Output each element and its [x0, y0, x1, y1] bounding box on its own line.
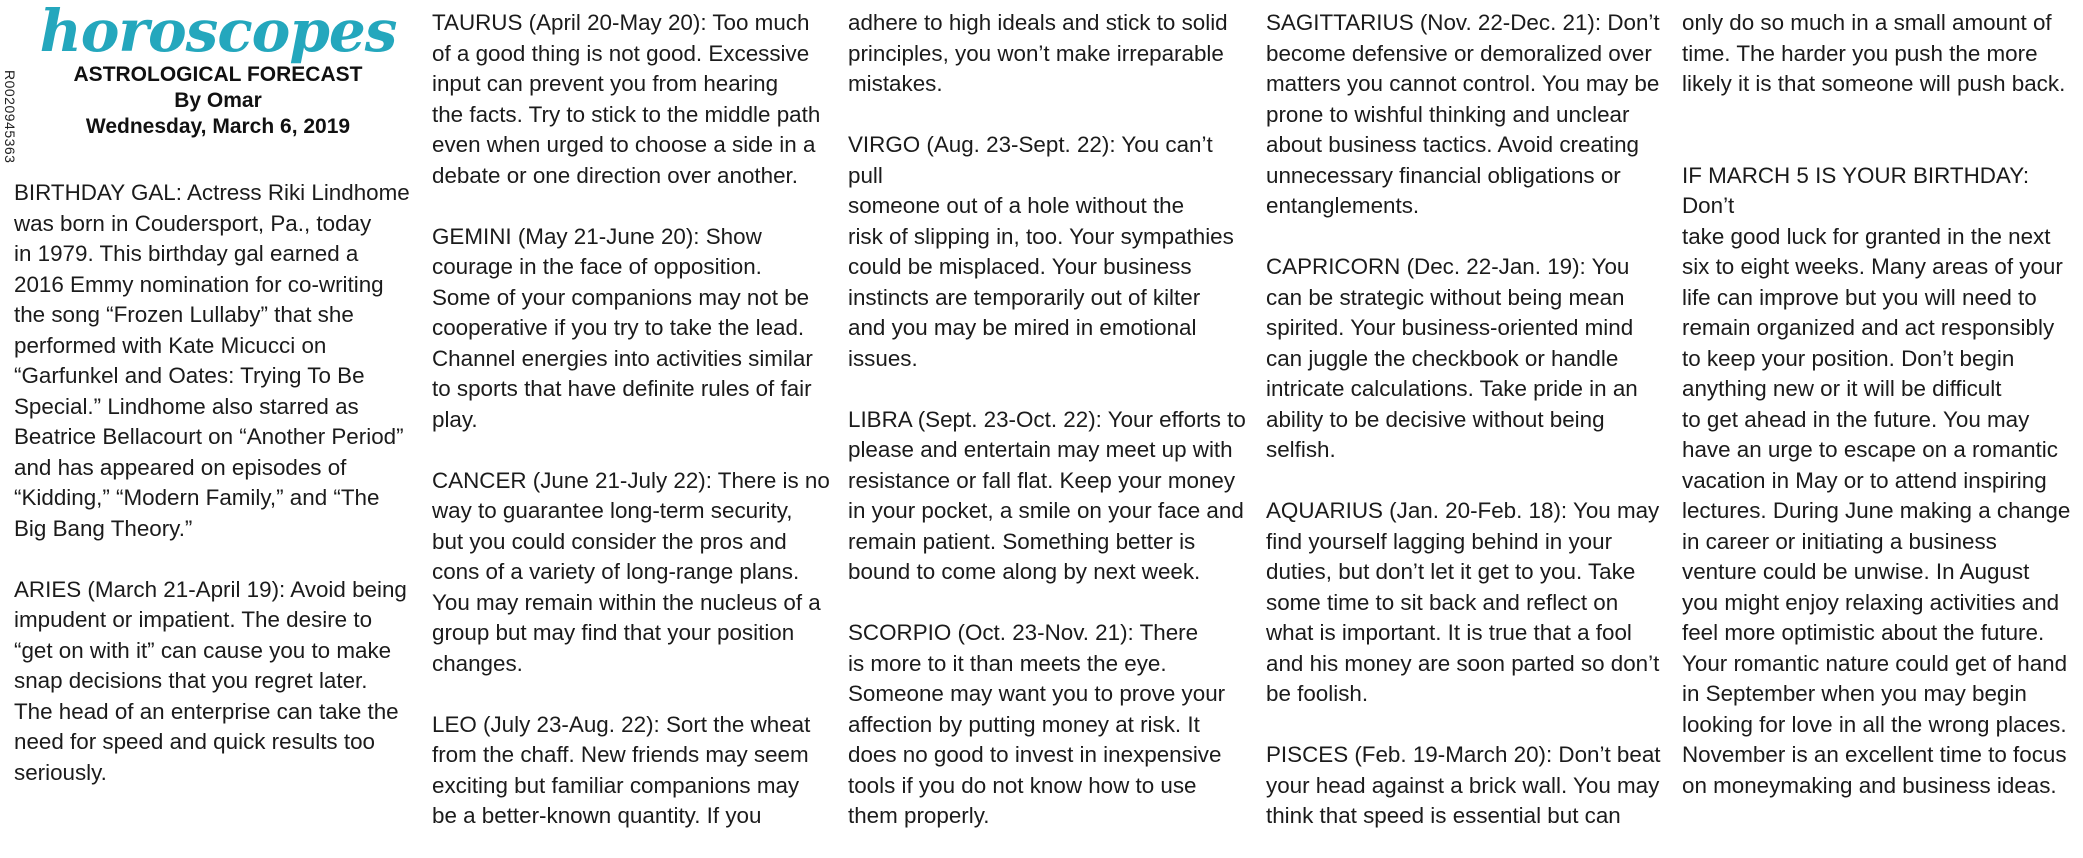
sagittarius-paragraph: SAGITTARIUS (Nov. 22-Dec. 21): Don’t become defensive or demoralized over matters you cannot control. You may be prone to wishful thinking and unclear about business tactics. Avoid creating unnecessary financial obligations or entanglements. — [1266, 10, 1660, 218]
cancer-paragraph: CANCER (June 21-July 22): There is no way to guarantee long-term security, but you could consider the pros and cons of a variety of long-range plans. You may remain within the nucleus of a group but may find that your position changes. — [432, 467, 830, 676]
gemini-paragraph: GEMINI (May 21-June 20): Show courage in the face of opposition. Some of your companions may not be cooperative if you try to take the lead. Channel energies into activities similar to sports that have definite rules of fair play. — [432, 223, 813, 432]
forecast-subtitle: ASTROLOGICAL FORECAST — [73, 63, 363, 86]
libra-paragraph: LIBRA (Sept. 23-Oct. 22): Your efforts to please and entertain may meet up with resistance or fall flat. Keep your money in your pocket, a smile on your face and remain patient. Something better is bound to come along by next week. — [848, 406, 1246, 584]
horoscopes-logo: horoscopes — [39, 0, 397, 65]
aries-paragraph: ARIES (March 21-April 19): Avoid being impudent or impatient. The desire to “get on with it” can cause you to make snap decisions that you regret later. The head of an enterprise can take the need for speed and quick results too seriously. — [14, 576, 407, 785]
ad-code: R0020945363 — [2, 70, 18, 164]
birthday-gal-paragraph: BIRTHDAY GAL: Actress Riki Lindhome was born in Coudersport, Pa., today in 1979. This birthday gal earned a 2016 Emmy nomination for co-writing the song “Frozen Lullaby” that she performed with Kate Micucci on “Garfunkel and Oates: Trying To Be Special.” Lindhome also starred as Beatrice Bellacourt on “Another Period” and has appeared on episodes of “Kidding,” “Modern Family,” and “The Big Bang Theory.” — [14, 180, 410, 541]
virgo-paragraph: VIRGO (Aug. 23-Sept. 22): You can’t pull someone out of a hole without the risk of slipping in, too. Your sympathies could be misplaced. Your business instincts are temporarily out of kilter and you may be mired in emotional issues. — [848, 132, 1234, 371]
masthead — [28, 0, 408, 140]
capricorn-paragraph: CAPRICORN (Dec. 22-Jan. 19): You can be strategic without being mean spirited. Your business-oriented mind can juggle the checkbook or handle intricate calculations. Take pride in an ability to be decisive without being selfish. — [1266, 254, 1638, 462]
column-2 — [432, 8, 837, 832]
taurus-paragraph: TAURUS (April 20-May 20): Too much of a good thing is not good. Excessive input can prevent you from hearing the facts. Try to stick to the middle path even when urged to choose a side in a debate or one direction over another. — [432, 10, 821, 188]
leo-paragraph: LEO (July 23-Aug. 22): Sort the wheat from the chaff. New friends may seem exciting but familiar companions may be a better-known quantity. If you — [432, 711, 811, 828]
pisces-paragraph: PISCES (Feb. 19-March 20): Don’t beat your head against a brick wall. You may think that speed is essential but can — [1266, 742, 1661, 828]
leo-continued-paragraph: adhere to high ideals and stick to solid principles, you won’t make irreparable mistakes. — [848, 10, 1228, 96]
column-4 — [1266, 8, 1671, 832]
date-line: Wednesday, March 6, 2019 — [85, 115, 351, 138]
column-1 — [14, 178, 422, 788]
byline: By Omar — [174, 89, 262, 112]
column-5 — [1682, 8, 2077, 801]
aquarius-paragraph: AQUARIUS (Jan. 20-Feb. 18): You may find yourself lagging behind in your duties, but don’t let it get to you. Take some time to sit back and reflect on what is important. It is true that a fool and his money are soon parted so don’t be foolish. — [1266, 498, 1660, 706]
pisces-continued-paragraph: only do so much in a small amount of time. The harder you push the more likely it is that someone will push back. — [1682, 10, 2066, 96]
column-3 — [848, 8, 1253, 832]
birthday-forecast-paragraph: IF MARCH 5 IS YOUR BIRTHDAY: Don’t take good luck for granted in the next six to eight weeks. Many areas of your life can improve but you will need to remain organized and act responsibly to keep your position. Don’t begin anything new or it will be difficult to get ahead in the future. You may have an urge to escape on a romantic vacation in May or to attend inspiring lectures. During June making a change in career or initiating a business venture could be unwise. In August you might enjoy relaxing activities and feel more optimistic about the future. Your romantic nature could get of hand in September when you may begin looking for love in all the wrong places. November is an excellent time to focus on moneymaking and business ideas. — [1682, 162, 2071, 798]
scorpio-paragraph: SCORPIO (Oct. 23-Nov. 21): There is more to it than meets the eye. Someone may want you to prove your affection by putting money at risk. It does no good to invest in inexpensive tools if you do not know how to use them properly. — [848, 620, 1226, 828]
